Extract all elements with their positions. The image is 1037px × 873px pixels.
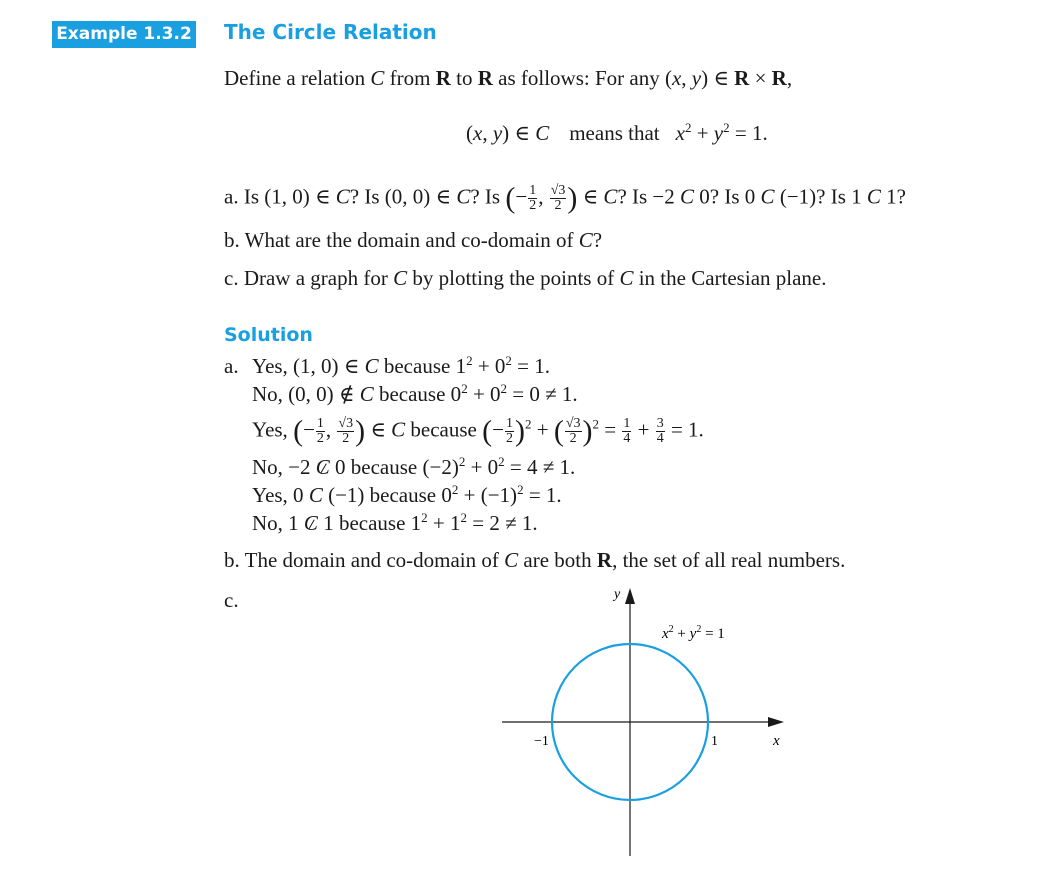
solution-a-line-5: Yes, 0 C (−1) because $0^2 + (-1)^2 = 1$. — [252, 482, 562, 507]
solution-heading: Solution — [224, 324, 313, 346]
tick-label-pos-one: 1 — [711, 734, 718, 749]
solution-a-line-6: No, 1 C 1 because $1^2 + 1^2 = 2 \ne 1$. — [252, 510, 538, 535]
question-c: c. Draw a graph for C by plotting the points of C in the Cartesian plane. — [224, 266, 827, 290]
solution-a-line-1: Yes, (1, 0) ∈ C because $1^2 + 0^2 = 1$. — [252, 353, 551, 378]
solution-a-line-3: Yes, (− $\frac{1}{2}$ , $\frac{√3}{2}$ ) ∈ C because (− $\frac{1}{2}$ )$^2$ + ( $\frac{√3}{2}$ )$^2$ = $\frac{1}{4}$ + $\frac{3}{4}$ = 1. — [252, 414, 704, 448]
display-equation: (x, y) ∈ C means that $x^2 + y^2 = 1$. — [466, 120, 768, 145]
y-axis-arrow-icon — [625, 588, 635, 604]
y-axis-label: y — [614, 587, 621, 602]
example-badge: Example 1.3.2 — [52, 21, 196, 48]
x-axis-label: x — [773, 733, 780, 749]
tick-label-neg-one: −1 — [534, 734, 549, 749]
solution-b: b. The domain and co-domain of C are both R, the set of all real numbers. — [224, 548, 846, 572]
circle-equation-label: $x^2 + y^2 = 1$ — [662, 624, 725, 642]
circle-graph — [490, 582, 790, 860]
intro-line: Define a relation C from R to R as follows: For any (x, y) ∈ R × R, — [224, 66, 793, 90]
question-a: a. Is (1, 0) ∈ C? Is (0, 0) ∈ C? Is (− $\frac{1}{2}$ , $\frac{√3}{2}$ ) ∈ C? Is −2 C 0? Is 0 C (−1)? Is 1 C 1? — [224, 181, 906, 215]
solution-c-label: c. — [224, 588, 239, 612]
question-b: b. What are the domain and co-domain of C? — [224, 228, 603, 252]
solution-a-line-2: No, (0, 0) ∉ C because $0^2 + 0^2 = 0 \ne 1$. — [252, 381, 578, 406]
solution-a-line-4: No, −2 C 0 because $(-2)^2 + 0^2 = 4 \ne 1$. — [252, 454, 576, 479]
example-title: The Circle Relation — [224, 20, 437, 44]
x-axis-arrow-icon — [768, 717, 784, 727]
solution-a-label: a. — [224, 354, 239, 378]
